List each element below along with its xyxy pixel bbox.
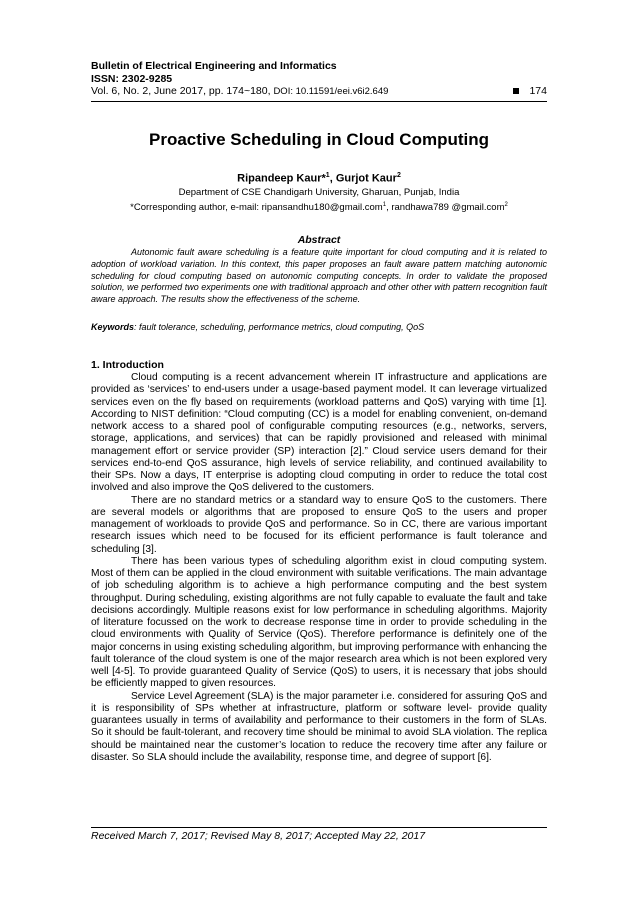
paragraph: Service Level Agreement (SLA) is the major parameter i.e. considered for assuring QoS and it is responsibility of SPs whether at infrastructure, platform or software level- provide quality guarantees usually in terms of availability and performance to their customers in the form of SLAs. So it should be fault-tolerant, and recovery time should be minimal to avoid SLA violation. The replica should be maintained near the customer’s location to reduce the recovery time after any failure or disaster. So SLA should include the availability, response time, and degree of support [6]. (91, 690, 547, 763)
keywords (91, 322, 547, 332)
author-line (91, 172, 547, 185)
introduction-body (91, 372, 547, 764)
running-header (91, 60, 547, 99)
department: Department of CSE Chandigarh University, Gharuan, Punjab, India (178, 187, 460, 198)
corresponding-author (91, 199, 547, 214)
volume-row (91, 85, 547, 99)
paper-title: Proactive Scheduling in Cloud Computing (148, 130, 489, 149)
paragraph: Cloud computing is a recent advancement wherein IT infrastructure and applications are provided as ‘services’ to end-users under a usage-based payment model. It can leverage virtualized services even on the fly based on requirements (workload patterns and QoS) varying with time [1]. According to NIST definition: “Cloud computing (CC) is a model for enabling convenient, on-demand network access to a shared pool of configurable computing resources (e.g., networks, servers, storage, applications, and services) that can be rapidly provisioned and released with minimal management effort or service provider (SP) interaction [2].” Cloud service users demand for their services end-to-end QoS assurance, high levels of service reliability, and continued availability to their SPs. Now a days, IT enterprise is adopting cloud computing in order to reduce the total cost involved and also improve the QoS delivered to the customers. (91, 372, 547, 494)
corresponding-email-2[interactable]: , randhawa789 @gmail.com (386, 202, 505, 214)
keywords-text: : fault tolerance, scheduling, performance metrics, cloud computing, QoS (134, 322, 425, 332)
footer-divider (91, 827, 547, 828)
square-bullet-icon (513, 88, 519, 94)
journal-name: Bulletin of Electrical Engineering and Informatics (91, 60, 337, 72)
doi-link[interactable]: DOI: 10.11591/eei.v6i2.649 (273, 86, 389, 98)
corresponding-email-1[interactable]: *Corresponding author, e-mail: ripansandhu180@gmail.com (130, 202, 383, 214)
affiliation-block (91, 187, 547, 214)
issn: ISSN: 2302-9285 (91, 72, 173, 85)
volume-info (91, 85, 388, 99)
author-1: Ripandeep Kaur* (237, 172, 326, 185)
author-1-sup: 1 (325, 172, 330, 179)
author-separator: , (329, 172, 336, 185)
author-2-sup: 2 (396, 172, 401, 179)
volume-text: Vol. 6, No. 2, June 2017, pp. 174~180, (91, 85, 274, 98)
abstract-text: Autonomic fault aware scheduling is a feature quite important for cloud computing and it is related to adoption of workload variation. In this context, this paper proposes an fault aware pattern matching autonomic scheduling for cloud computing based on autonomic computing concepts. In order to validate the proposed solution, we performed two experiments one with traditional approach and other other with pattern recognition fault aware approach. The results show the effectiveness of the scheme. (91, 247, 547, 305)
section-heading-introduction: 1. Introduction (91, 359, 164, 371)
email-1-sup: 1 (382, 202, 387, 208)
keywords-label: Keywords (91, 322, 135, 332)
paragraph: There are no standard metrics or a standard way to ensure QoS to the customers. There are several models or algorithms that are proposed to ensure QoS to the users and proper management of workloads to provide QoS and performance. So in CC, there are various important research issues which need to be focused for its efficient performance is fault tolerance and scheduling [3]. (91, 494, 547, 555)
author-2: Gurjot Kaur (335, 172, 397, 185)
abstract-heading: Abstract (297, 234, 341, 246)
received-dates: Received March 7, 2017; Revised May 8, 2017; Accepted May 22, 2017 (91, 830, 426, 842)
page-number (513, 85, 547, 98)
email-2-sup: 2 (504, 202, 508, 208)
paragraph: There has been various types of scheduling algorithm exist in cloud computing system. Most of them can be applied in the cloud environment with suitable verifications. The main advantage of job scheduling algorithm is to achieve a high performance computing and the best system throughput. During scheduling, existing algorithms are not fully capable to evaluate the fault and take decisions accordingly. Multiple reasons exist for low performance in scheduling algorithms. Majority of literature focussed on the work to decrease response time in order to provide scheduling in the cloud environments with Quality of Service (QoS). Therefore performance is definitely one of the major concerns in using existing scheduling algorithm, but improving performance with enhancing the fault tolerance of the cloud system is one of the major research area which is not been explored very well [4-5]. To provide guaranteed Quality of Service (QoS) to users, it is necessary that jobs should be efficiently mapped to given resources. (91, 555, 547, 690)
page-number-text: 174 (529, 85, 547, 97)
header-divider (91, 101, 547, 102)
